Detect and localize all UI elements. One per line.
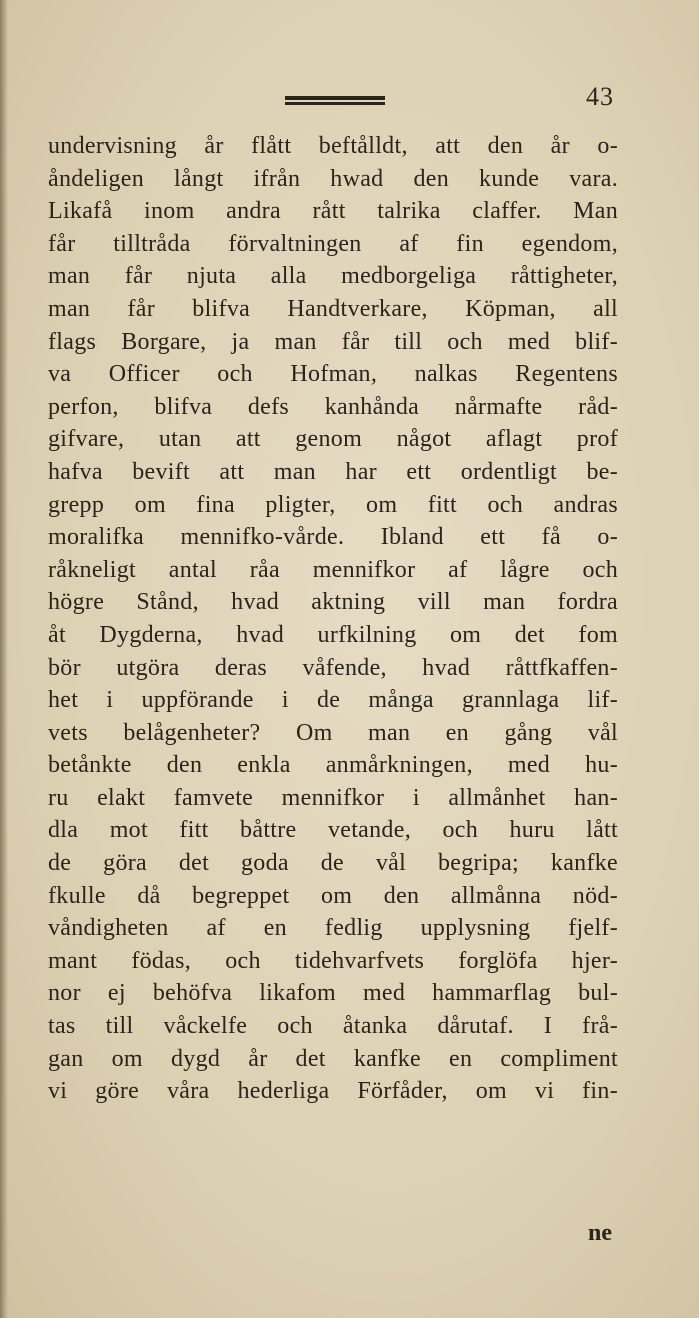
text-line: hafva bevift att man har ett ordentligt be-	[48, 458, 618, 485]
text-line: bör utgöra deras våfende, hvad råttfkaffen-	[48, 654, 618, 681]
text-line: dla mot fitt båttre vetande, och huru lått	[48, 817, 618, 844]
text-line: betånkte den enkla anmårkningen, med hu-	[48, 752, 618, 779]
header-ornament-rule	[285, 96, 385, 106]
text-line: fkulle då begreppet om den allmånna nöd-	[48, 882, 618, 909]
text-line: åndeligen långt ifrån hwad den kunde vara.	[48, 165, 618, 192]
text-line: får tilltråda förvaltningen af fin egendom,	[48, 230, 618, 257]
text-line: Likafå inom andra rått talrika claffer. Man	[48, 198, 618, 225]
text-line: våndigheten af en fedlig upplysning fjelf-	[48, 915, 618, 942]
text-line: tas till våckelfe och åtanka dårutaf. I frå-	[48, 1013, 618, 1040]
page-binding-edge	[0, 0, 8, 1318]
text-line: vets belågenheter? Om man en gång vål	[48, 719, 618, 746]
ornament-bar-top	[285, 96, 385, 100]
catchword: ne	[588, 1220, 612, 1246]
text-line: perfon, blifva defs kanhånda nårmafte råd-	[48, 393, 618, 420]
text-line: man får blifva Handtverkare, Köpman, all	[48, 295, 618, 322]
text-line: råkneligt antal råa mennifkor af lågre och	[48, 556, 618, 583]
text-line: de göra det goda de vål begripa; kanfke	[48, 850, 618, 877]
text-line: moralifka mennifko-vårde. Ibland ett få o-	[48, 524, 618, 551]
body-text	[48, 130, 618, 1108]
text-line: flags Borgare, ja man får till och med blif-	[48, 328, 618, 355]
text-line: undervisning år flått beftålldt, att den år o-	[48, 133, 618, 159]
text-line: nor ej behöfva likafom med hammarflag bul-	[48, 980, 618, 1007]
text-line: gan om dygd år det kanfke en compliment	[48, 1045, 618, 1072]
text-line: mant födas, och tidehvarfvets forglöfa hjer-	[48, 947, 618, 974]
text-line: gifvare, utan att genom något aflagt prof	[48, 426, 618, 453]
text-line: vi göre våra hederliga Förfåder, om vi fin-	[48, 1078, 618, 1105]
text-line: grepp om fina pligter, om fitt och andras	[48, 491, 618, 518]
ornament-bar-bottom	[285, 102, 385, 105]
text-line: het i uppförande i de många grannlaga lif-	[48, 687, 618, 714]
page-number: 43	[586, 82, 614, 111]
text-line: ru elakt famvete mennifkor i allmånhet han-	[48, 784, 618, 811]
text-line: åt Dygderna, hvad urfkilning om det fom	[48, 621, 618, 648]
text-line: man får njuta alla medborgeliga råttigheter,	[48, 263, 618, 290]
text-line: högre Stånd, hvad aktning vill man fordra	[48, 589, 618, 616]
text-line: va Officer och Hofman, nalkas Regentens	[48, 361, 618, 388]
